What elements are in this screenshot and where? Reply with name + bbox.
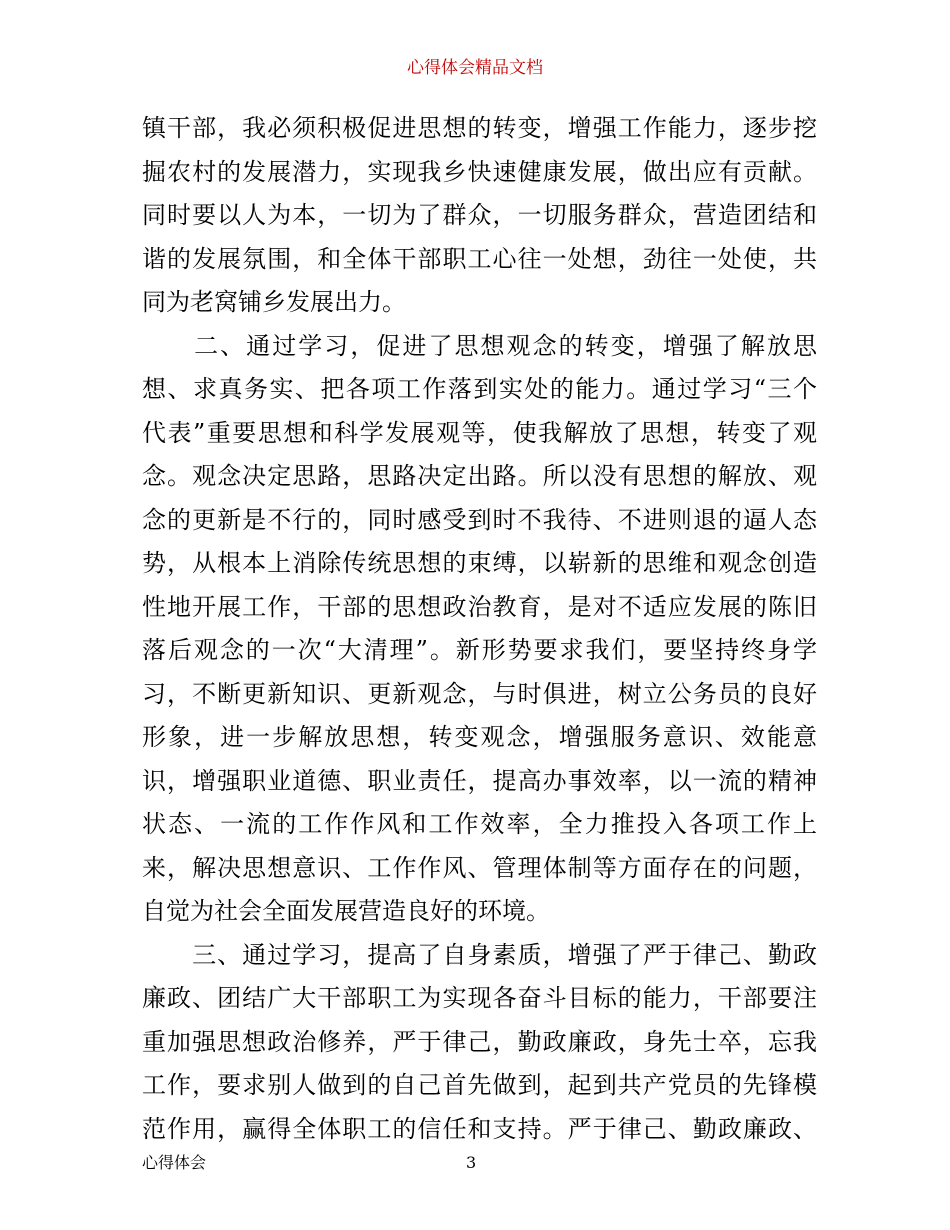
text-line: 镇干部，我必须积极促进思想的转变，增强工作能力，逐步挖 [142, 114, 817, 142]
text-line: 念。观念决定思路，思路决定出路。所以没有思想的解放、观 [142, 462, 817, 490]
text-line: 性地开展工作，干部的思想政治教育，是对不适应发展的陈旧 [142, 592, 817, 621]
text-line: 来，解决思想意识、工作作风、管理体制等方面存在的问题， [142, 853, 817, 882]
text-line: 落后观念的一次“大清理”。新形势要求我们，要坚持终身学 [142, 636, 817, 664]
text-line: 同时要以人为本，一切为了群众，一切服务群众，营造团结和 [142, 201, 817, 229]
text-line: 念的更新是不行的，同时感受到时不我待、不进则退的逼人态 [142, 505, 817, 534]
text-line: 状态、一流的工作作风和工作效率，全力推投入各项工作上 [142, 810, 817, 838]
text-line: 工作，要求别人做到的自己首先做到，起到共产党员的先锋模 [142, 1071, 817, 1099]
text-line: 三、通过学习，提高了自身素质，增强了严于律己、勤政 [142, 940, 817, 969]
text-line: 想、求真务实、把各项工作落到实处的能力。通过学习“三个 [142, 375, 817, 403]
text-line: 自觉为社会全面发展营造良好的环境。 [142, 897, 550, 925]
text-line: 重加强思想政治修养，严于律己，勤政廉政，身先士卒，忘我 [142, 1027, 817, 1056]
text-line: 二、通过学习，促进了思想观念的转变，增强了解放思 [142, 331, 817, 360]
text-line: 习，不断更新知识、更新观念，与时俱进，树立公务员的良好 [142, 679, 817, 708]
footer-label: 心得体会 [142, 1153, 207, 1172]
text-line: 势，从根本上消除传统思想的束缚，以崭新的思维和观念创造 [142, 549, 817, 577]
document-body [142, 107, 817, 1151]
text-line: 形象，进一步解放思想，转变观念，增强服务意识、效能意 [142, 723, 817, 751]
document-header: 心得体会精品文档 [407, 58, 543, 78]
text-line: 范作用，赢得全体职工的信任和支持。严于律己、勤政廉政、 [142, 1114, 817, 1143]
text-line: 同为老窝铺乡发展出力。 [142, 288, 406, 316]
text-line: 谐的发展氛围，和全体干部职工心往一处想，劲往一处使，共 [142, 244, 817, 273]
text-line: 识，增强职业道德、职业责任，提高办事效率，以一流的精神 [142, 766, 817, 795]
text-line: 掘农村的发展潜力，实现我乡快速健康发展，做出应有贡献。 [142, 157, 817, 186]
text-line: 代表”重要思想和科学发展观等，使我解放了思想，转变了观 [142, 418, 817, 447]
text-line: 廉政、团结广大干部职工为实现各奋斗目标的能力，干部要注 [142, 984, 817, 1012]
page-number: 3 [466, 1153, 477, 1172]
